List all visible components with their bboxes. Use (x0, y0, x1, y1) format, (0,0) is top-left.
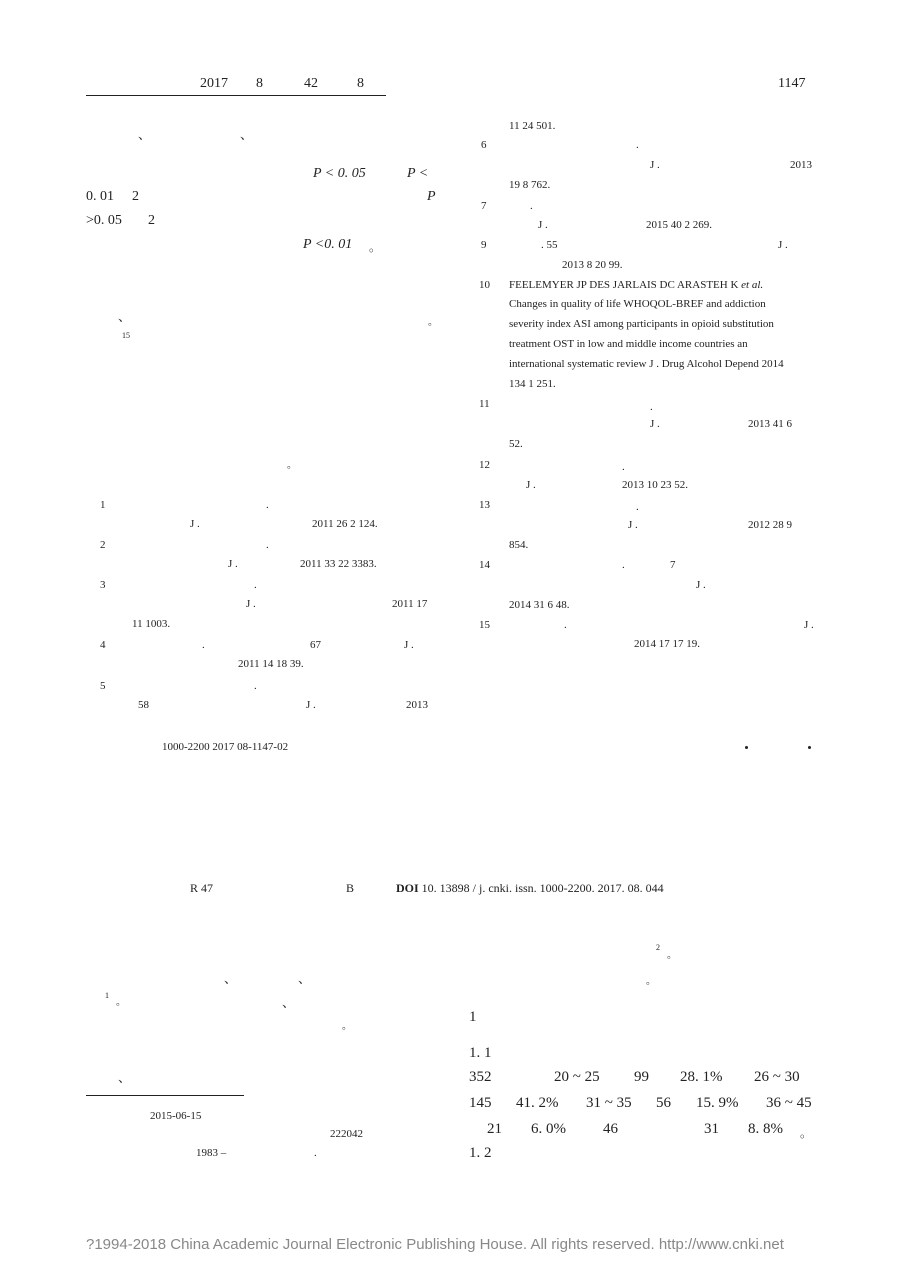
age-data: 15. 9% (696, 1095, 739, 1111)
reference-text: . (650, 401, 653, 413)
reference-number: 1 (100, 499, 106, 511)
stat-p-value: P <0. 01 (303, 237, 353, 252)
reference-authors: FEELEMYER JP DES JARLAIS DC ARASTEH K (509, 279, 739, 291)
enum-mark: 、 (282, 995, 296, 1010)
reference-number: 2 (100, 539, 106, 551)
reference-text: . (266, 499, 269, 511)
footnote-rule (86, 1095, 244, 1096)
age-data: 56 (656, 1095, 671, 1111)
age-data: 99 (634, 1069, 649, 1085)
reference-text: J . (526, 479, 536, 491)
stat-value: 2 (148, 213, 155, 228)
age-data: 36 ~ 45 (766, 1095, 812, 1111)
reference-text: J . (538, 219, 548, 231)
reference-text: 7 (670, 559, 676, 571)
reference-text: J . (246, 598, 256, 610)
footnote-text: . (314, 1147, 317, 1159)
reference-text: 2011 26 2 124. (312, 518, 378, 530)
reference-text: 58 (138, 699, 149, 711)
separator-dot (745, 746, 748, 749)
page-number: 1147 (778, 76, 806, 91)
reference-text: . (636, 139, 639, 151)
full-stop: 。 (667, 950, 677, 961)
reference-text: J . (650, 159, 660, 171)
reference-et-al: et al. (741, 279, 764, 291)
reference-text: J . (628, 519, 638, 531)
header-rule (86, 95, 386, 96)
reference-number: 6 (481, 139, 487, 151)
reference-number: 7 (481, 200, 487, 212)
reference-text: . (530, 200, 533, 212)
age-data: 21 (487, 1121, 502, 1137)
reference-text: . (622, 559, 625, 571)
age-data: 26 ~ 30 (754, 1069, 800, 1085)
section-heading: 1 (469, 1009, 477, 1025)
reference-text: 11 24 501. (509, 120, 556, 132)
reference-text: 19 8 762. (509, 179, 551, 191)
age-data: 8. 8% (748, 1121, 783, 1137)
age-data: 46 (603, 1121, 618, 1137)
age-data: 28. 1% (680, 1069, 723, 1085)
reference-text: 2015 40 2 269. (646, 219, 712, 231)
reference-number: 3 (100, 579, 106, 591)
reference-text: . (564, 619, 567, 631)
reference-text: 134 1 251. (509, 378, 556, 390)
reference-number: 11 (479, 398, 490, 410)
full-stop: 。 (428, 317, 438, 328)
enum-mark: 、 (224, 971, 238, 986)
reference-text: Changes in quality of life WHOQOL-BREF and addiction (509, 298, 766, 310)
age-data: 20 ~ 25 (554, 1069, 600, 1085)
full-stop: 。 (800, 1126, 813, 1140)
copyright-footer: ?1994-2018 China Academic Journal Electronic Publishing House. All rights reserved. http://www.cnki.net (86, 1236, 784, 1253)
stat-value: 2 (132, 189, 139, 204)
reference-text: 2011 14 18 39. (238, 658, 304, 670)
reference-number: 15 (479, 619, 490, 631)
reference-text (509, 280, 763, 291)
reference-text: . (636, 501, 639, 513)
enum-mark: 、 (118, 309, 132, 324)
full-stop: 。 (646, 976, 656, 987)
full-stop: 。 (116, 997, 126, 1008)
reference-text: . (254, 579, 257, 591)
enum-mark: 、 (240, 127, 254, 142)
reference-text: . (266, 539, 269, 551)
full-stop: 。 (287, 460, 297, 471)
age-data: 31 ~ 35 (586, 1095, 632, 1111)
clc-number: R 47 (190, 881, 214, 895)
reference-number: 9 (481, 239, 487, 251)
age-data: 145 (469, 1095, 492, 1111)
received-date: 2015-06-15 (150, 1110, 202, 1122)
reference-text: 2013 10 23 52. (622, 479, 688, 491)
stat-p-value: P < 0. 05 (313, 166, 366, 181)
reference-text: 67 (310, 639, 321, 651)
reference-text: J . (306, 699, 316, 711)
reference-text: 854. (509, 539, 529, 551)
header-volume: 42 (304, 76, 318, 91)
enum-mark: 、 (138, 127, 152, 142)
reference-text: 2013 41 6 (748, 418, 792, 430)
reference-number: 4 (100, 639, 106, 651)
full-stop: 。 (342, 1021, 352, 1032)
reference-text: J . (696, 579, 706, 591)
reference-text: 2013 (406, 699, 428, 711)
reference-text: international systematic review J . Drug Alcohol Depend 2014 (509, 358, 784, 370)
citation-superscript: 2 (656, 943, 660, 952)
age-data: 352 (469, 1069, 492, 1085)
age-data: 6. 0% (531, 1121, 566, 1137)
reference-text: 11 1003. (132, 618, 171, 630)
reference-number: 12 (479, 459, 490, 471)
reference-number: 14 (479, 559, 490, 571)
subsection-heading: 1. 2 (469, 1145, 492, 1161)
age-data: 31 (704, 1121, 719, 1137)
reference-text: 2014 17 17 19. (634, 638, 700, 650)
citation-superscript: 1 (105, 991, 109, 1000)
reference-text: treatment OST in low and middle income countries an (509, 338, 748, 350)
enum-mark: 、 (298, 971, 312, 986)
reference-text: J . (404, 639, 414, 651)
reference-text: . 55 (541, 239, 558, 251)
reference-text: 52. (509, 438, 523, 450)
header-month: 8 (256, 76, 263, 91)
doi-value: 10. 13898 / j. cnki. issn. 1000-2200. 2017. 08. 044 (421, 881, 664, 895)
reference-text: J . (778, 239, 788, 251)
reference-text: J . (228, 558, 238, 570)
doi (396, 882, 664, 894)
reference-number: 13 (479, 499, 490, 511)
stat-p-symbol: P (427, 189, 436, 204)
doi-label: DOI (396, 881, 419, 895)
stat-value: 0. 01 (86, 189, 114, 204)
separator-dot (808, 746, 811, 749)
reference-text: J . (804, 619, 814, 631)
stat-value: >0. 05 (86, 213, 122, 228)
enum-mark: 、 (118, 1070, 132, 1085)
header-issue: 8 (357, 76, 364, 91)
full-stop: 。 (369, 240, 382, 254)
citation-superscript: 15 (122, 331, 130, 340)
postcode: 222042 (330, 1128, 363, 1140)
header-year: 2017 (200, 76, 228, 91)
reference-text: 2011 33 22 3383. (300, 558, 377, 570)
reference-text: 2012 28 9 (748, 519, 792, 531)
reference-text: . (202, 639, 205, 651)
reference-text: . (622, 461, 625, 473)
article-id: 1000-2200 2017 08-1147-02 (162, 741, 289, 753)
author-birth-year: 1983 – (196, 1147, 227, 1159)
reference-text: severity index ASI among participants in opioid substitution (509, 318, 774, 330)
reference-text: . (254, 680, 257, 692)
reference-number: 5 (100, 680, 106, 692)
reference-text: 2011 17 (392, 598, 428, 610)
document-code: B (346, 881, 355, 895)
stat-p-value: P < (407, 166, 429, 181)
reference-number: 10 (479, 279, 490, 291)
subsection-heading: 1. 1 (469, 1045, 492, 1061)
reference-text: 2013 8 20 99. (562, 259, 623, 271)
reference-text: 2014 31 6 48. (509, 599, 570, 611)
reference-text: 2013 (790, 159, 812, 171)
reference-text: J . (650, 418, 660, 430)
age-data: 41. 2% (516, 1095, 559, 1111)
reference-text: J . (190, 518, 200, 530)
